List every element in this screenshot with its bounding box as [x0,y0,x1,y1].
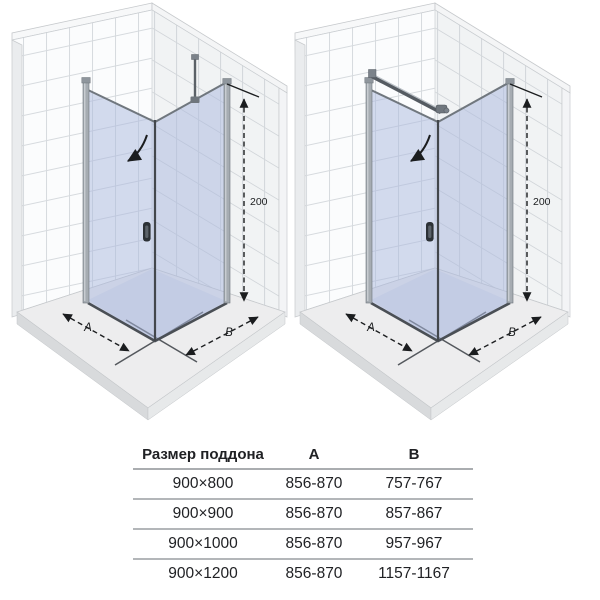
left-diagram [12,3,287,420]
a-value: 856-870 [285,535,343,552]
b-value: 957-967 [385,535,443,552]
table-row [133,558,473,588]
tray-size-value: 900×800 [172,475,234,492]
table-row [133,470,473,498]
a-value: 856-870 [285,475,343,492]
tray-size-value: 900×1000 [168,535,238,552]
b-value: 857-867 [385,505,443,522]
table-row [133,528,473,558]
right-diagram [295,3,570,420]
header-tray-size: Размер поддона [142,446,264,463]
tray-size-value: 900×900 [172,505,234,522]
b-value: 757-767 [385,475,443,492]
tray-size-table [133,441,473,588]
tray-size-value: 900×1200 [168,565,238,582]
a-value: 856-870 [285,505,343,522]
table-row [133,498,473,528]
b-value: 1157-1167 [378,565,450,582]
header-b: B [408,446,420,463]
a-value: 856-870 [285,565,343,582]
header-a: A [308,446,320,463]
table-header-row [133,441,473,470]
